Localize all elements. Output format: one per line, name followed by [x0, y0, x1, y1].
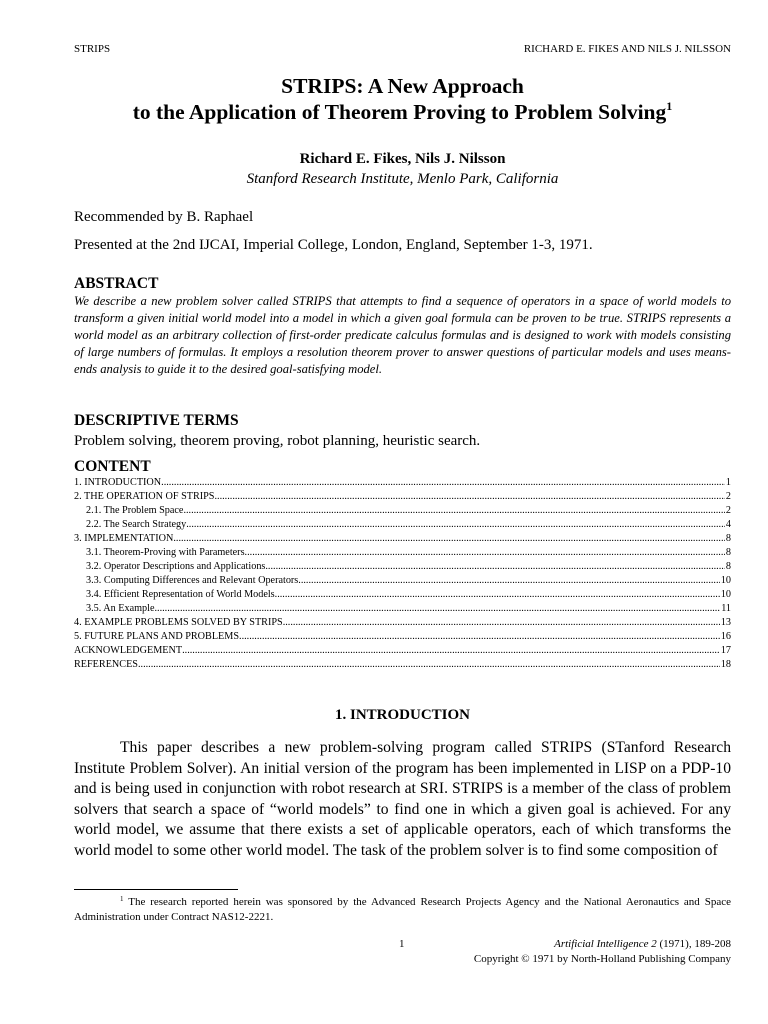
toc-entry: [74, 574, 731, 588]
toc-entry-page: 4: [725, 519, 731, 530]
table-of-contents: [74, 476, 731, 672]
toc-entry-label: REFERENCES: [74, 659, 138, 670]
toc-entry-page: 16: [720, 631, 731, 642]
footnote-marker: 1: [120, 895, 124, 903]
toc-entry: [74, 602, 731, 616]
toc-entry: [74, 588, 731, 602]
paper-title: [74, 73, 731, 125]
abstract-heading: ABSTRACT: [74, 275, 159, 292]
descriptive-terms-body: Problem solving, theorem proving, robot planning, heuristic search.: [74, 433, 481, 449]
toc-leader-dots: [186, 518, 725, 532]
paper-page: [74, 0, 731, 1024]
toc-entry: [74, 630, 731, 644]
title-footnote-marker: 1: [666, 99, 673, 113]
toc-entry: [74, 532, 731, 546]
toc-leader-dots: [298, 574, 720, 588]
toc-entry-page: 11: [721, 603, 731, 614]
toc-leader-dots: [245, 546, 725, 560]
toc-leader-dots: [265, 560, 725, 574]
section-heading-introduction: 1. INTRODUCTION: [334, 707, 470, 723]
toc-entry: [74, 644, 731, 658]
toc-entry-label: 2. THE OPERATION OF STRIPS: [74, 491, 215, 502]
footnote: [74, 895, 731, 925]
journal-volume-pages: (1971), 189-208: [656, 938, 731, 950]
toc-entry-label: ACKNOWLEDGEMENT: [74, 645, 183, 656]
presented-at: Presented at the 2nd IJCAI, Imperial College, London, England, September 1-3, 1971.: [74, 237, 593, 253]
copyright-notice: Copyright © 1971 by North-Holland Publishing Company: [473, 953, 731, 965]
toc-entry-page: 1: [725, 477, 731, 488]
toc-entry-page: 10: [720, 589, 731, 600]
toc-leader-dots: [173, 532, 725, 546]
toc-leader-dots: [161, 476, 725, 490]
content-heading: CONTENT: [74, 458, 151, 475]
toc-entry-page: 8: [725, 561, 731, 572]
toc-entry: [74, 560, 731, 574]
toc-entry: [74, 476, 731, 490]
running-header-right: RICHARD E. FIKES AND NILS J. NILSSON: [523, 43, 731, 55]
footnote-text: The research reported herein was sponsored by the Advanced Research Projects Agency and the National Aeronautics and Space Administration under Contract NAS12-2221.: [74, 896, 731, 923]
affiliation: Stanford Research Institute, Menlo Park, California: [246, 171, 559, 187]
toc-leader-dots: [214, 490, 724, 504]
abstract-body: We describe a new problem solver called STRIPS that attempts to find a sequence of operators in a space of world models to transform a given initial world model into a model in which a given goal formula can be proven to be true. STRIPS represents a world model as an arbitrary collection of first-order predicate calculus formulas and is designed to work with models consisting of large numbers of formulas. It employs a resolution theorem prover to answer questions of particular models and uses means-ends analysis to guide it to the desired goal-satisfying model.: [74, 294, 731, 376]
journal-name: Artificial Intelligence 2: [554, 938, 657, 950]
title-line-2: [74, 99, 731, 125]
title-line-1: STRIPS: A New Approach: [281, 74, 524, 98]
toc-entry: [74, 490, 731, 504]
toc-entry-page: 13: [720, 617, 731, 628]
toc-entry-page: 17: [720, 645, 731, 656]
toc-leader-dots: [138, 658, 720, 672]
toc-entry-label: 3.2. Operator Descriptions and Applications: [86, 561, 266, 572]
toc-entry-label: 2.2. The Search Strategy: [86, 519, 187, 530]
toc-leader-dots: [183, 504, 724, 518]
toc-entry-label: 3.4. Efficient Representation of World Models: [86, 589, 275, 600]
toc-entry: [74, 616, 731, 630]
introduction-paragraph: This paper describes a new problem-solving program called STRIPS (STanford Research Institute Problem Solver). An initial version of the program has been implemented in LISP on a PDP-10 and is being used in conjunction with robot research at SRI. STRIPS is a member of the class of problem solvers that search a space of “world models” to find one in which a given goal is achieved. For any world model, we assume that there exists a set of applicable operators, each of which transforms the world model to some other world model. The task of the problem solver is to find some composition of: [74, 739, 731, 859]
toc-entry-page: 8: [725, 533, 731, 544]
toc-leader-dots: [283, 616, 720, 630]
toc-entry-label: 3.3. Computing Differences and Relevant Operators: [86, 575, 299, 586]
toc-entry-label: 3. IMPLEMENTATION: [74, 533, 174, 544]
journal-citation: [554, 937, 731, 951]
toc-entry-label: 3.1. Theorem-Proving with Parameters: [86, 547, 245, 558]
running-header: [74, 43, 731, 57]
toc-entry: [74, 504, 731, 518]
authors: Richard E. Fikes, Nils J. Nilsson: [299, 151, 506, 167]
toc-entry: [74, 658, 731, 672]
footnote-separator: [74, 889, 238, 890]
toc-entry-page: 2: [725, 491, 731, 502]
title-line-2-text: to the Application of Theorem Proving to Problem Solving: [132, 100, 667, 124]
toc-entry-page: 10: [720, 575, 731, 586]
running-header-left: STRIPS: [74, 43, 111, 55]
toc-entry-label: 3.5. An Example: [86, 603, 155, 614]
toc-leader-dots: [154, 602, 720, 616]
toc-entry-label: 2.1. The Problem Space: [86, 505, 184, 516]
toc-entry-label: 5. FUTURE PLANS AND PROBLEMS: [74, 631, 240, 642]
toc-entry-label: 1. INTRODUCTION: [74, 477, 162, 488]
toc-leader-dots: [182, 644, 720, 658]
toc-entry: [74, 546, 731, 560]
toc-leader-dots: [275, 588, 720, 602]
recommended-by: Recommended by B. Raphael: [74, 209, 254, 225]
descriptive-terms-heading: DESCRIPTIVE TERMS: [74, 412, 239, 429]
toc-entry-page: 18: [720, 659, 731, 670]
toc-leader-dots: [239, 630, 720, 644]
toc-entry-page: 2: [725, 505, 731, 516]
toc-entry: [74, 518, 731, 532]
toc-entry-label: 4. EXAMPLE PROBLEMS SOLVED BY STRIPS: [74, 617, 283, 628]
page-number: 1: [399, 938, 405, 950]
toc-entry-page: 8: [725, 547, 731, 558]
